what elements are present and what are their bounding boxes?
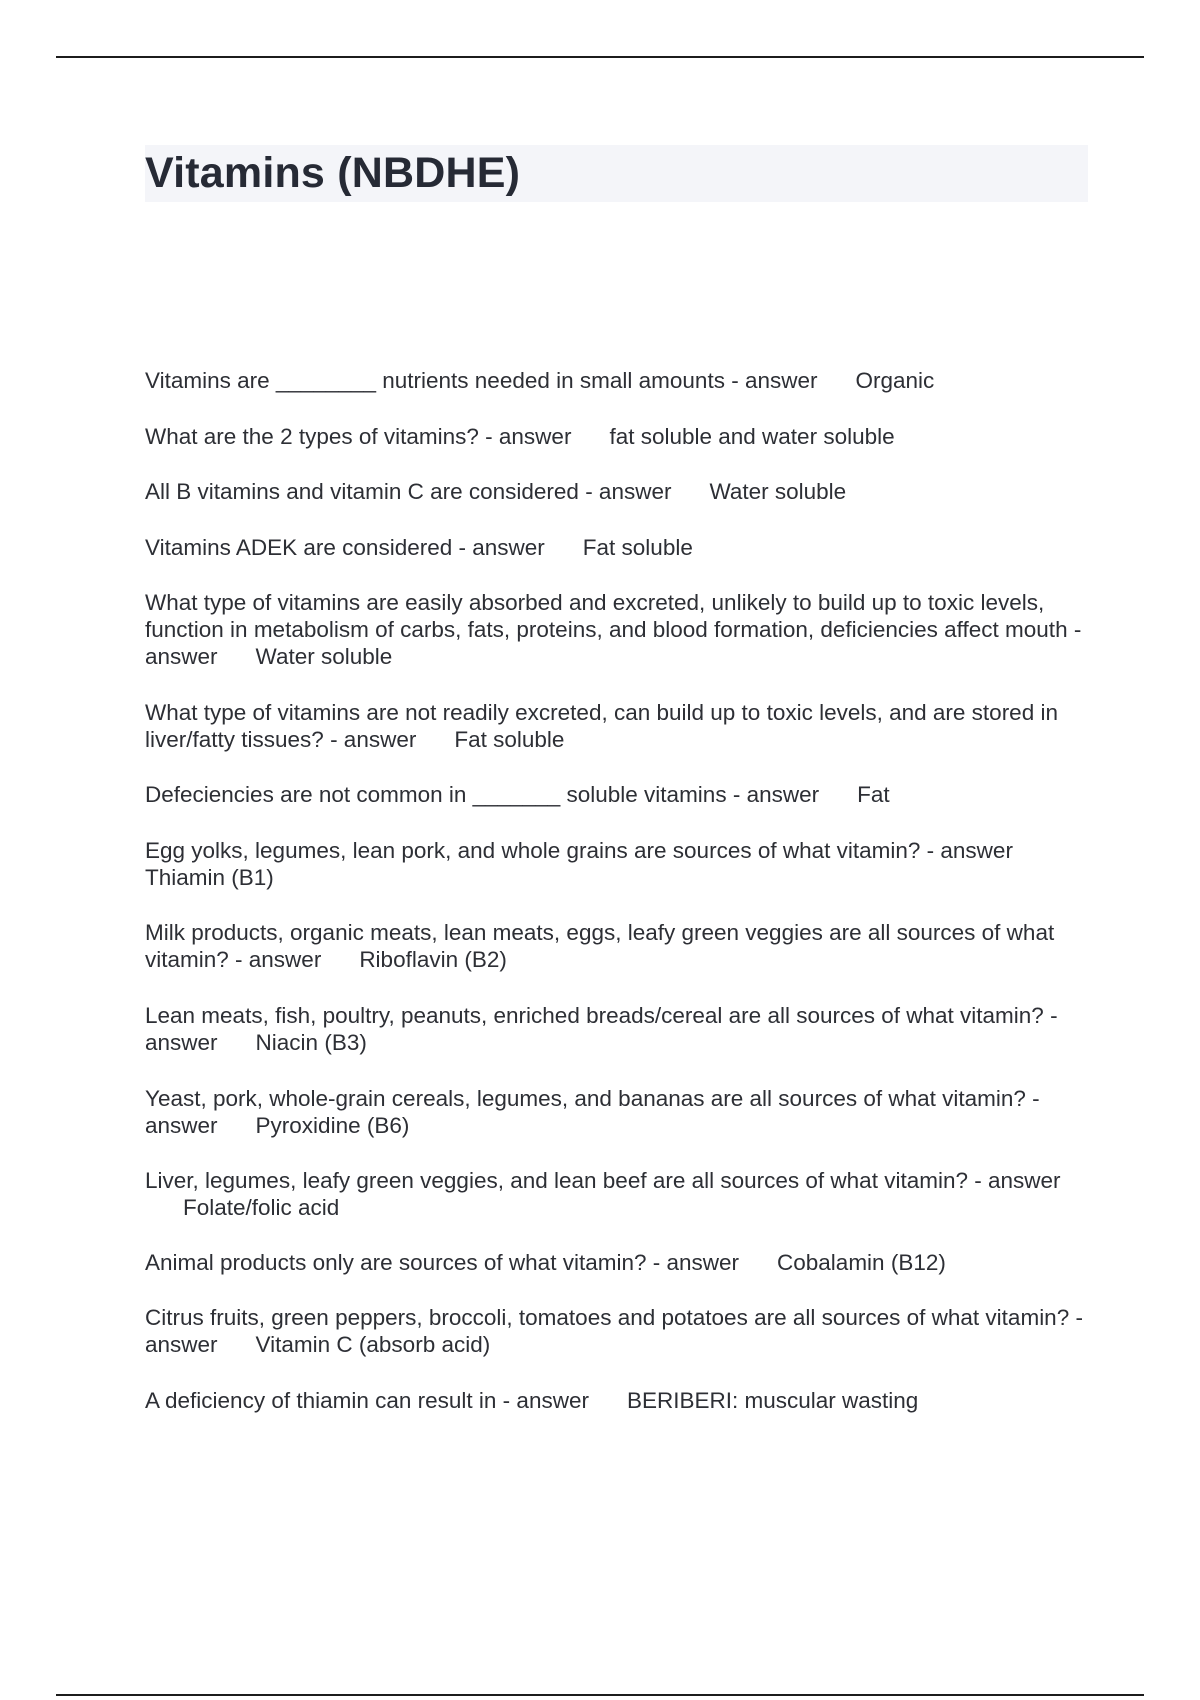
question: Egg yolks, legumes, lean pork, and whole grains are sources of what vitamin? - answer	[145, 838, 1013, 863]
question: What type of vitamins are not readily excreted, can build up to toxic levels, and are stored in liver/fatty tissues? - answer	[145, 700, 1058, 752]
qa-item	[145, 589, 1090, 670]
question: Yeast, pork, whole-grain cereals, legumes, and bananas are all sources of what vitamin? - answer	[145, 1086, 1040, 1138]
qa-item	[145, 919, 1090, 973]
answer: Water soluble	[709, 479, 847, 504]
answer: Thiamin (B1)	[145, 865, 274, 890]
answer: Water soluble	[255, 644, 393, 669]
qa-item	[145, 837, 1090, 891]
qa-item	[145, 1167, 1090, 1221]
qa-item	[145, 367, 1090, 394]
qa-item	[145, 699, 1090, 753]
answer: Organic	[855, 368, 935, 393]
question: Liver, legumes, leafy green veggies, and lean beef are all sources of what vitamin? - answer	[145, 1168, 1061, 1193]
footer-rule	[56, 1694, 1144, 1696]
answer: Fat soluble	[582, 535, 693, 560]
question: All B vitamins and vitamin C are considered - answer	[145, 479, 672, 504]
question: Vitamins are ________ nutrients needed in small amounts - answer	[145, 368, 818, 393]
answer: Niacin (B3)	[255, 1030, 367, 1055]
question: Citrus fruits, green peppers, broccoli, tomatoes and potatoes are all sources of what vitamin? - answer	[145, 1305, 1083, 1357]
qa-item	[145, 1249, 1090, 1276]
qa-item	[145, 1085, 1090, 1139]
answer: Pyroxidine (B6)	[255, 1113, 410, 1138]
answer: Riboflavin (B2)	[359, 947, 507, 972]
answer: Cobalamin (B12)	[777, 1250, 946, 1275]
question: What are the 2 types of vitamins? - answer	[145, 424, 572, 449]
qa-item	[145, 1002, 1090, 1056]
qa-item	[145, 534, 1090, 561]
qa-item	[145, 1304, 1090, 1358]
answer: Fat	[857, 782, 890, 807]
qa-item	[145, 478, 1090, 505]
question: Lean meats, fish, poultry, peanuts, enriched breads/cereal are all sources of what vitamin? - answer	[145, 1003, 1058, 1055]
question: Animal products only are sources of what vitamin? - answer	[145, 1250, 740, 1275]
header-rule	[56, 56, 1144, 58]
qa-item	[145, 1387, 1090, 1414]
answer: Fat soluble	[454, 727, 565, 752]
qa-item	[145, 781, 1090, 808]
qa-list	[145, 367, 1090, 1414]
answer: BERIBERI: muscular wasting	[626, 1388, 919, 1413]
answer: fat soluble and water soluble	[609, 424, 895, 449]
question: Vitamins ADEK are considered - answer	[145, 535, 545, 560]
question: Defeciencies are not common in _______ soluble vitamins - answer	[145, 782, 820, 807]
question: Milk products, organic meats, lean meats, eggs, leafy green veggies are all sources of what vitamin? - answer	[145, 920, 1055, 972]
answer: Vitamin C (absorb acid)	[255, 1332, 491, 1357]
question: What type of vitamins are easily absorbed and excreted, unlikely to build up to toxic levels, function in metabolism of carbs, fats, proteins, and blood formation, deficiencies affect mouth - answer	[145, 590, 1082, 669]
page-title: Vitamins (NBDHE)	[145, 149, 521, 197]
qa-item	[145, 423, 1090, 450]
answer: Folate/folic acid	[183, 1195, 340, 1220]
question: A deficiency of thiamin can result in - answer	[145, 1388, 589, 1413]
